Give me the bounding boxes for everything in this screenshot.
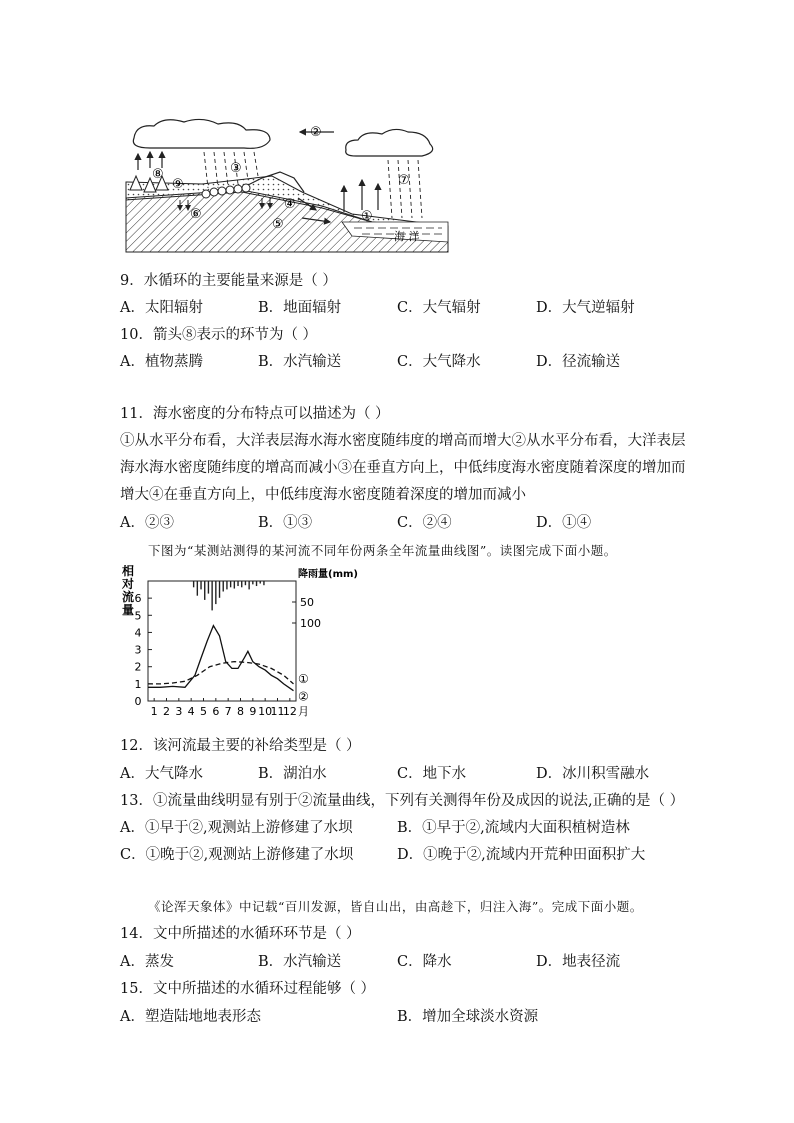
x-tick-label: 10 bbox=[258, 705, 273, 718]
q11-option-d[interactable]: D．①④ bbox=[536, 515, 592, 531]
y2-tick-label: 50 bbox=[300, 596, 314, 609]
label-2: ② bbox=[310, 125, 322, 140]
q12-option-b[interactable]: B．湖泊水 bbox=[258, 766, 327, 782]
y-tick-label: 3 bbox=[134, 643, 142, 657]
flow-chart bbox=[118, 565, 368, 730]
x-tick-label: 9 bbox=[249, 705, 257, 718]
q11-option-b[interactable]: B．①③ bbox=[258, 515, 313, 531]
q10-option-b[interactable]: B．水汽输送 bbox=[258, 354, 342, 370]
label-7: ⑦ bbox=[398, 173, 410, 188]
x-tick-label: 7 bbox=[224, 705, 232, 718]
ocean-label: 海 洋 bbox=[394, 230, 420, 243]
q14-option-c[interactable]: C．降水 bbox=[397, 954, 452, 970]
label-4: ④ bbox=[284, 197, 296, 212]
x-tick-label: 3 bbox=[175, 705, 183, 718]
q12-stem: 12．该河流最主要的补给类型是（ ） bbox=[120, 738, 361, 754]
q12-option-a[interactable]: A．大气降水 bbox=[120, 766, 203, 782]
label-8: ⑧ bbox=[152, 167, 164, 182]
q15-option-b[interactable]: B．增加全球淡水资源 bbox=[397, 1009, 539, 1025]
q10-option-a[interactable]: A．植物蒸腾 bbox=[120, 354, 203, 370]
y-tick-label: 2 bbox=[134, 660, 142, 674]
q9-option-b[interactable]: B．地面辐射 bbox=[258, 300, 342, 316]
x-axis-label: 月 bbox=[298, 705, 309, 718]
y-axis-label-char: 流 bbox=[122, 590, 135, 604]
q9-option-c[interactable]: C．大气辐射 bbox=[397, 300, 481, 316]
q11-stem: 11．海水密度的分布特点可以描述为（ ） bbox=[120, 406, 390, 422]
y2-axis-label: 降雨量(mm) bbox=[298, 569, 358, 580]
q14-option-a[interactable]: A．蒸发 bbox=[120, 954, 174, 970]
q11-body-line: 海水海水密度随纬度的增高而减小③在垂直方向上，中低纬度海水密度随着深度的增加而 bbox=[120, 460, 686, 476]
q13-option-c[interactable]: C．①晚于②,观测站上游修建了水坝 bbox=[120, 847, 354, 863]
x-tick-label: 8 bbox=[237, 705, 244, 718]
y-tick-label: 4 bbox=[134, 626, 142, 640]
q9-option-a[interactable]: A．太阳辐射 bbox=[120, 300, 203, 316]
label-1: ① bbox=[361, 209, 373, 224]
q11-option-c[interactable]: C．②④ bbox=[397, 515, 452, 531]
plot-frame bbox=[148, 581, 296, 701]
q11-body-line: 增大④在垂直方向上，中低纬度海水密度随着深度的增加而减小 bbox=[120, 487, 526, 503]
q15-option-a[interactable]: A．塑造陆地地表形态 bbox=[120, 1009, 261, 1025]
y-axis-label-char: 量 bbox=[122, 603, 135, 617]
q11-body-line: ①从水平分布看，大洋表层海水海水密度随纬度的增高而增大②从水平分布看，大洋表层 bbox=[120, 433, 686, 449]
q13-option-b[interactable]: B．①早于②,流域内大面积植树造林 bbox=[397, 820, 630, 836]
q13-option-d[interactable]: D．①晚于②,流域内开荒种田面积扩大 bbox=[397, 847, 646, 863]
q13-stem: 13．①流量曲线明显有别于②流量曲线，下列有关测得年份及成因的说法,正确的是（ ） bbox=[120, 793, 685, 809]
y-axis-label-char: 对 bbox=[122, 577, 135, 591]
section-intro-text: 《论浑天象体》中记载“百川发源，皆自山出，由高趁下，归注入海”。完成下面小题。 bbox=[148, 899, 643, 914]
x-tick-label: 5 bbox=[200, 705, 207, 718]
y-tick-label: 5 bbox=[134, 609, 142, 623]
x-tick-label: 12 bbox=[282, 705, 297, 718]
water-cycle-diagram bbox=[122, 118, 452, 254]
q14-stem: 14．文中所描述的水循环环节是（ ） bbox=[120, 926, 361, 942]
q13-option-a[interactable]: A．①早于②,观测站上游修建了水坝 bbox=[120, 820, 353, 836]
x-tick-label: 1 bbox=[150, 705, 158, 718]
label-5: ⑤ bbox=[272, 217, 284, 232]
y-axis-label-char: 相 bbox=[122, 565, 135, 578]
y-tick-label: 6 bbox=[134, 592, 142, 606]
q9-option-d[interactable]: D．大气逆辐射 bbox=[536, 300, 635, 316]
q10-stem: 10．箭头⑧表示的环节为（ ） bbox=[120, 327, 318, 343]
y2-tick-label: 100 bbox=[300, 617, 321, 630]
series-line-2 bbox=[148, 626, 294, 691]
q12-option-d[interactable]: D．冰川积雪融水 bbox=[536, 766, 650, 782]
series-label-2: ② bbox=[298, 689, 309, 704]
q10-option-c[interactable]: C．大气降水 bbox=[397, 354, 481, 370]
x-tick-label: 6 bbox=[212, 705, 220, 718]
q11-option-a[interactable]: A．②③ bbox=[120, 515, 174, 531]
series-label-1: ① bbox=[298, 671, 309, 686]
q14-option-d[interactable]: D．地表径流 bbox=[536, 954, 621, 970]
y-tick-label: 1 bbox=[134, 677, 142, 691]
q14-option-b[interactable]: B．水汽输送 bbox=[258, 954, 342, 970]
section-intro-chart: 下图为“某测站测得的某河流不同年份两条全年流量曲线图”。读图完成下面小题。 bbox=[148, 543, 617, 558]
series-line-1 bbox=[148, 662, 294, 684]
q9-stem: 9．水循环的主要能量来源是（ ） bbox=[120, 273, 337, 289]
q15-stem: 15．文中所描述的水循环过程能够（ ） bbox=[120, 981, 376, 997]
x-tick-label: 4 bbox=[187, 705, 195, 718]
x-tick-label: 11 bbox=[270, 705, 285, 718]
label-3: ③ bbox=[230, 161, 242, 176]
label-9: ⑨ bbox=[172, 177, 184, 192]
q12-option-c[interactable]: C．地下水 bbox=[397, 766, 467, 782]
y-tick-label: 0 bbox=[134, 695, 142, 708]
x-tick-label: 2 bbox=[163, 705, 170, 718]
q10-option-d[interactable]: D．径流输送 bbox=[536, 354, 621, 370]
label-6: ⑥ bbox=[190, 207, 202, 222]
